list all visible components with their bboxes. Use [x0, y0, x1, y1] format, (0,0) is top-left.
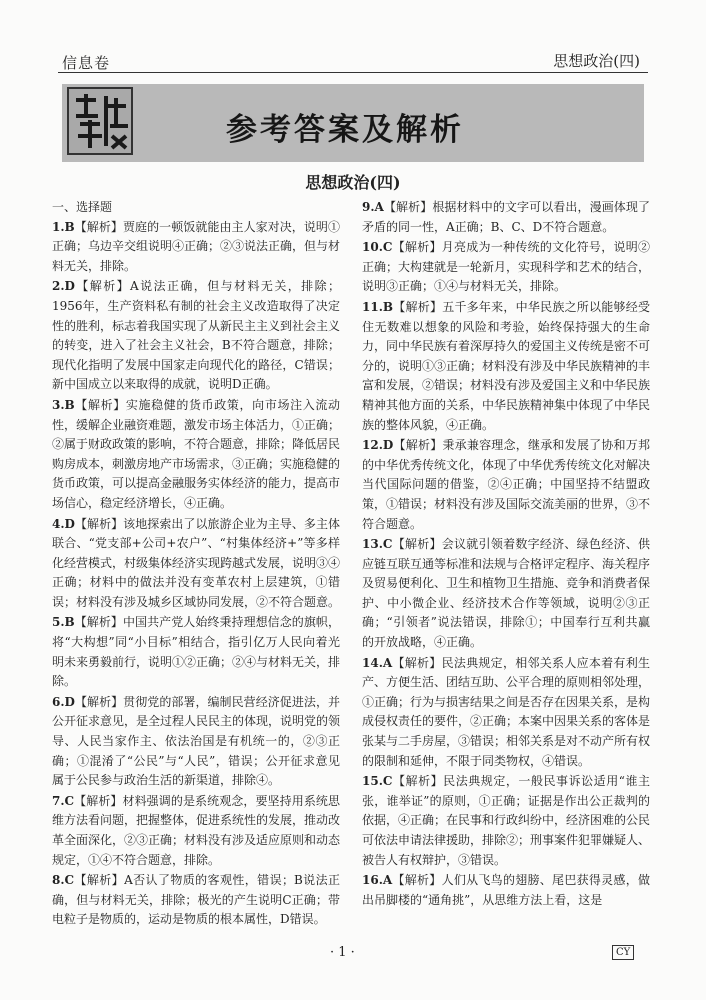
- edition-code-badge: CY: [612, 945, 634, 960]
- answer-item: 16.A【解析】人们从飞鸟的翅膀、尾巴获得灵感，做出吊脚楼的“通角挑”，从思维方法上看，这是: [362, 873, 650, 907]
- answer-item: 14.A【解析】民法典规定，相邻关系人应本着有利生产、方便生活、团结互助、公平合理的原则相邻处理，①正确；行为与损害结果之间是否存在因果关系，是构成侵权责任的要件，②正确；本案中因果关系的客体是张某与二手房屋，③错误；相邻关系是对不动产所有权的限制和延伸，不限于同类物权，④错误。: [362, 655, 651, 768]
- answer-item: 11.B【解析】五千多年来，中华民族之所以能够经受住无数难以想象的风险和考验，始终保持强大的生命力，同中华民族有着深厚持久的爱国主义传统是密不可分的，说明①③正确；材料没有涉及中华民族精神的丰富和发展，②错误；材料没有涉及爱国主义和中华民族精神其他方面的关系，中华民族精神集中体现了中华民族的整体风貌，④正确。: [362, 299, 651, 432]
- answer-item: 10.C【解析】月亮成为一种传统的文化符号，说明②正确；大构建就是一轮新月，实现科学和艺术的结合，说明③正确；①④与材料无关，排除。: [362, 240, 651, 294]
- subject-title: 思想政治(四): [305, 173, 401, 192]
- header-left-label: 信息卷: [62, 54, 111, 72]
- header-divider: [58, 72, 648, 73]
- section-label: 一、选择题: [52, 200, 113, 214]
- answer-item: 2.D【解析】A说法正确，但与材料无关，排除；1956年，生产资料私有制的社会主义改造取得了决定性的胜利，标志着我国实现了从新民主主义到社会主义的转变，进入了社会主义社会，B不符合题意，排除；现代化指明了发展中国家走向现代化的路径，C错误；新中国成立以来取得的成就，说明D正确。: [52, 279, 341, 392]
- answer-item: 3.B【解析】实施稳健的货币政策，向市场注入流动性，缓解企业融资难题，激发市场主体活力，①正确；②属于财政政策的影响，不符合题意，排除；降低居民购房成本，刺激房地产市场需求，③正确；实施稳健的货币政策，可以提高金融服务实体经济的能力，提高市场信心，稳定经济增长，④正确。: [52, 397, 341, 510]
- seal-logo-icon: [66, 86, 134, 156]
- answers-left-column: [52, 198, 340, 931]
- answer-item: 1.B【解析】贾庭的一顿饭就能由主人家对决，说明①正确；乌边辛交组说明④正确；②③说法正确，但与材料无关，排除。: [52, 219, 341, 273]
- answer-item: 4.D【解析】该地探索出了以旅游企业为主导、多主体联合、“党支部+公司+农户”、“村集体经济+”等多样化经营模式，村级集体经济实现跨越式发展，说明③④正确；材料中的做法并没有变革农村上层建筑，①错误；材料没有涉及城乡区域协同发展，②不符合题意。: [52, 516, 341, 609]
- page-number: · 1 ·: [330, 945, 355, 960]
- banner-title: 参考答案及解析: [226, 112, 464, 148]
- answer-item: 8.C【解析】A否认了物质的客观性，错误；B说法正确，但与材料无关，排除；极光的产生说明C正确；带电粒子是物质的，运动是物质的根本属性，D错误。: [52, 873, 340, 927]
- answers-right-column: [362, 198, 650, 911]
- answer-item: 12.D【解析】秉承兼容理念，继承和发展了协和万邦的中华优秀传统文化，体现了中华优秀传统文化对解决当代国际问题的借鉴，②④正确；中国坚持不结盟政策，①错误；材料没有涉及国际交流美丽的世界，③不符合题意。: [362, 438, 651, 531]
- answer-item: 5.B【解析】中国共产党人始终秉持理想信念的旗帜，将“大构想”同“小目标”相结合，指引亿万人民向着光明未来勇毅前行，说明①②正确；②④与材料无关，排除。: [52, 615, 341, 689]
- answer-item: 9.A【解析】根据材料中的文字可以看出，漫画体现了矛盾的同一性，A正确；B、C、D不符合题意。: [362, 200, 650, 234]
- answer-item: 7.C【解析】材料强调的是系统观念，要坚持用系统思维方法看问题，把握整体，促进系统性的发展，推动改革全面深化，②③正确；材料没有涉及适应原则和动态规定，①④不符合题意，排除。: [52, 793, 341, 867]
- answer-item: 13.C【解析】会议就引领着数字经济、绿色经济、供应链互联互通等标准和法规与合格评定程序、海关程序及贸易便利化、卫生和植物卫生措施、竞争和消费者保护、中小微企业、经济技术合作等领域，说明②③正确；“引领者”说法错误，排除①；中国奉行互利共赢的开放战略，④正确。: [362, 537, 651, 650]
- header-right-label: 思想政治(四): [553, 52, 640, 70]
- answer-item: 15.C【解析】民法典规定，一般民事诉讼适用“谁主张，谁举证”的原则，①正确；证据是作出公正裁判的依据，④正确；在民事和行政纠纷中，经济困难的公民可依法申请法律援助，排除②；刑事案件犯罪嫌疑人、被告人有权辩护，③错误。: [362, 774, 651, 867]
- answer-item: 6.D【解析】贯彻党的部署，编制民营经济促进法，并公开征求意见，是全过程人民民主的体现，说明党的领导、人民当家作主、依法治国是有机统一的，②③正确；①混淆了“公民”与“人民”，错误；公开征求意见属于公民参与政治生活的新渠道，排除④。: [52, 694, 341, 788]
